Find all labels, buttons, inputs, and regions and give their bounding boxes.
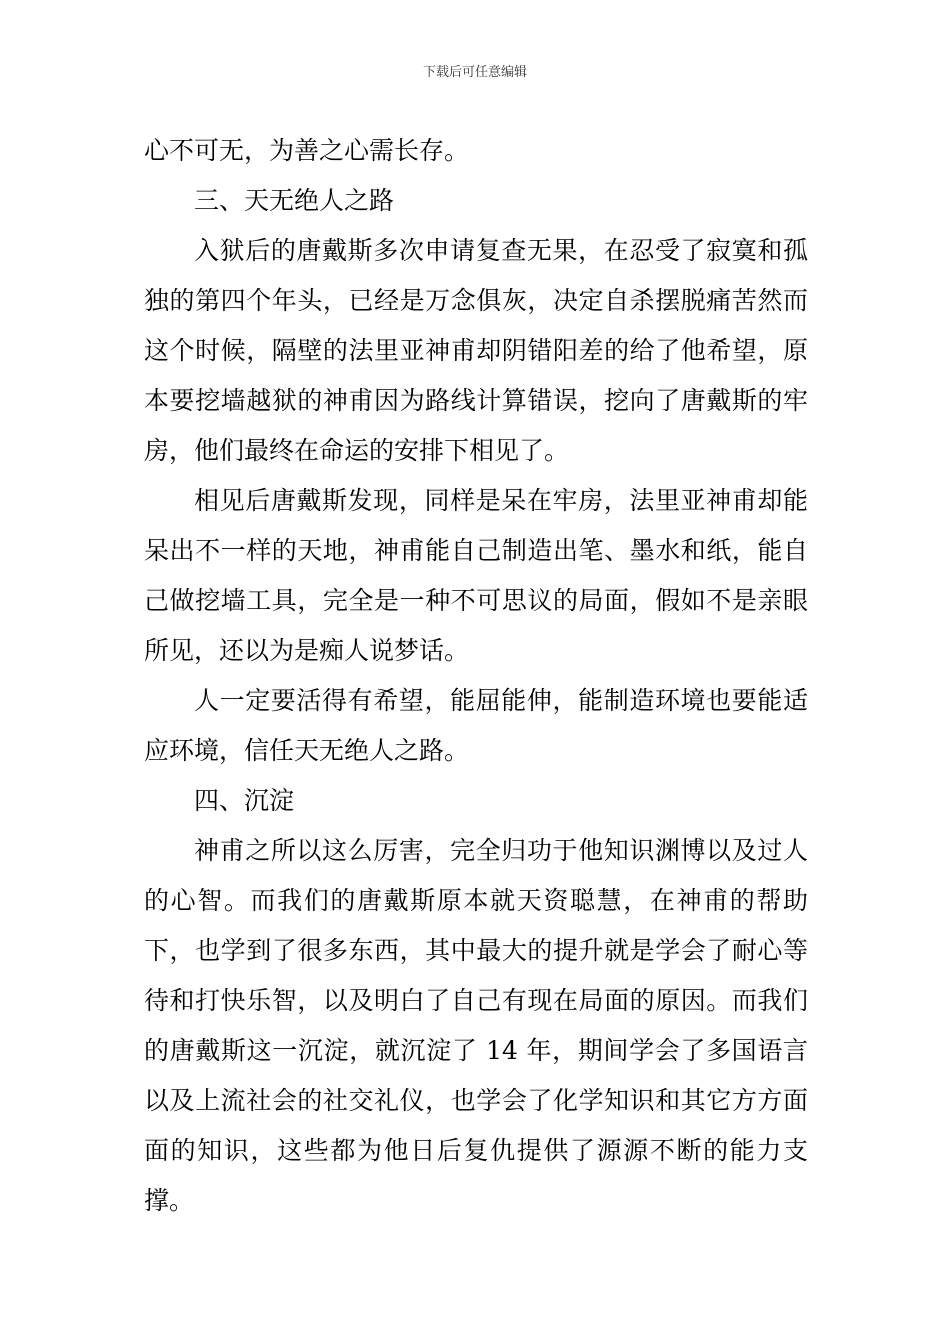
section-heading-three: 三、天无绝人之路 [194, 186, 395, 215]
section-heading-four: 四、沉淀 [194, 786, 295, 815]
paragraph-continuation: 心不可无，为善之心需长存。 [144, 136, 470, 165]
paragraph: 人一定要活得有希望，能屈能伸，能制造环境也要能适应环境，信任天无绝人之路。 [144, 686, 808, 765]
paragraph: 相见后唐戴斯发现，同样是呆在牢房，法里亚神甫却能呆出不一样的天地，神甫能自己制造出笔、墨水和纸，能自己做挖墙工具，完全是一种不可思议的局面，假如不是亲眼所见，还以为是痴人说梦话。 [144, 486, 808, 665]
document-body [144, 126, 808, 1226]
paragraph: 神甫之所以这么厉害，完全归功于他知识渊博以及过人的心智。而我们的唐戴斯原本就天资聪慧，在神甫的帮助下，也学到了很多东西，其中最大的提升就是学会了耐心等待和打快乐智，以及明白了自己有现在局面的原因。而我们的唐戴斯这一沉淀，就沉淀了 14 年，期间学会了多国语言以及上流社会的社交礼仪，也学会了化学知识和其它方方面面的知识，这些都为他日后复仇提供了源源不断的能力支撑。 [144, 836, 808, 1215]
page-header: 下载后可任意编辑 [422, 65, 527, 80]
paragraph: 入狱后的唐戴斯多次申请复查无果，在忍受了寂寞和孤独的第四个年头，已经是万念俱灰，决定自杀摆脱痛苦然而这个时候，隔壁的法里亚神甫却阴错阳差的给了他希望，原本要挖墙越狱的神甫因为路线计算错误，挖向了唐戴斯的牢房，他们最终在命运的安排下相见了。 [144, 236, 808, 465]
